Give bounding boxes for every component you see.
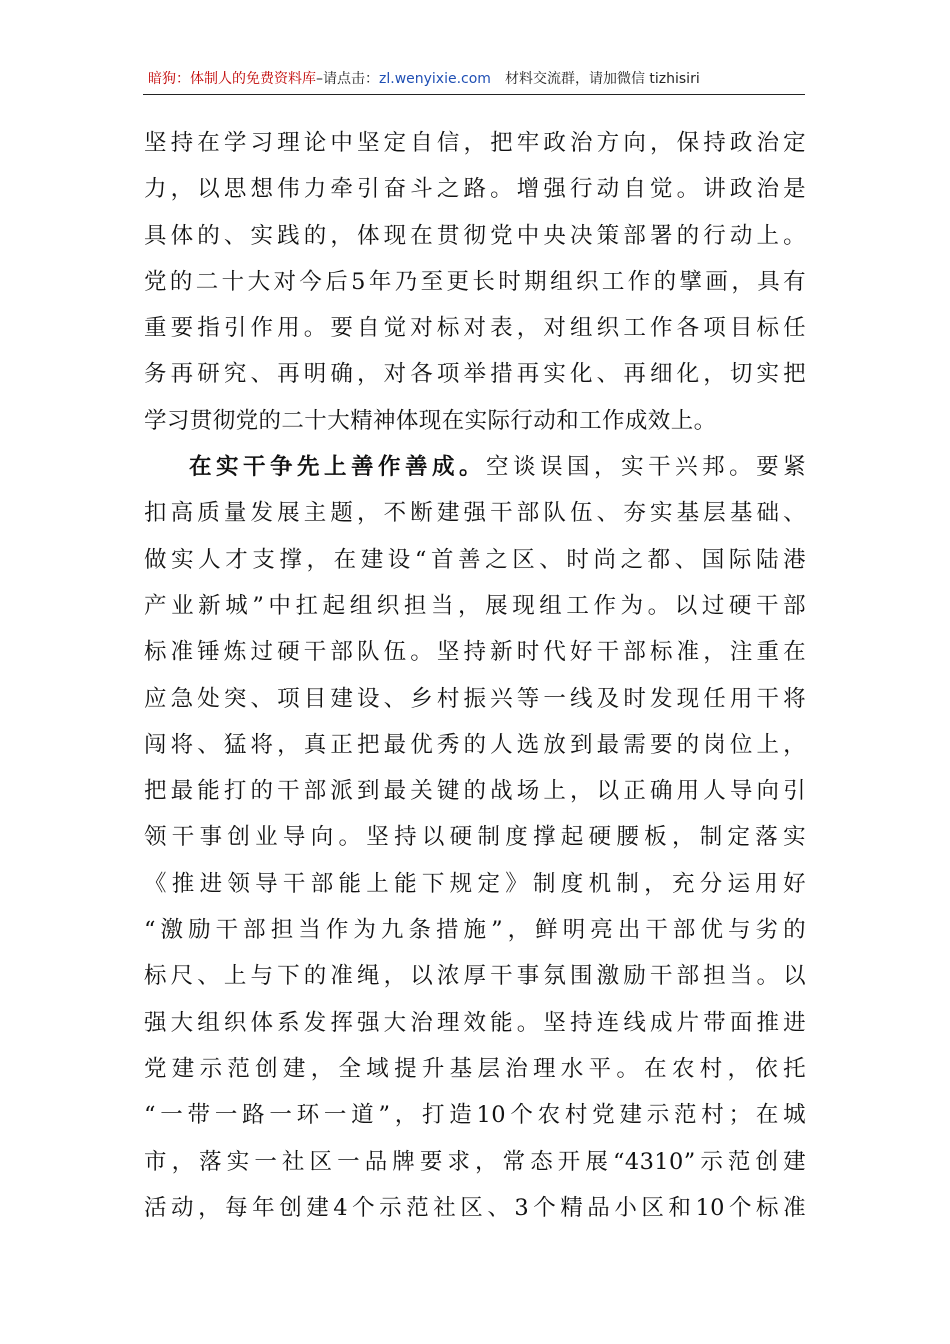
header-wechat-note: 材料交流群，请加微信 tizhisiri [504, 71, 700, 87]
paragraph-1-line: 具体的、实践的，体现在贯彻党中央决策部署的行动上。 [144, 222, 806, 249]
paragraph-1-line: 坚持在学习理论中坚定自信，把牢政治方向，保持政治定 [144, 130, 806, 156]
paragraph-2-line: 领干事创业导向。坚持以硬制度撑起硬腰板，制定落实 [144, 824, 806, 851]
paragraph-2-line: 标尺、上与下的准绳，以浓厚干事氛围激励干部担当。以 [144, 963, 806, 990]
paragraph-2-line: “一带一路一环一道”，打造10个农村党建示范村；在城 [144, 1102, 806, 1129]
paragraph-1-line: 务再研究、再明确，对各项举措再实化、再细化，切实把 [144, 361, 806, 388]
paragraph-2-line: 强大组织体系发挥强大治理效能。坚持连线成片带面推进 [144, 1009, 806, 1036]
paragraph-2-line: 产业新城”中扛起组织担当，展现组工作为。以过硬干部 [144, 592, 806, 619]
paragraph-2-line: 把最能打的干部派到最关键的战场上，以正确用人导向引 [144, 778, 806, 805]
paragraph-2-line: 闯将、猛将，真正把最优秀的人选放到最需要的岗位上， [144, 731, 806, 758]
paragraph-2-line: 党建示范创建，全域提升基层治理水平。在农村，依托 [144, 1055, 806, 1082]
paragraph-2-line: “激励干部担当作为九条措施”，鲜明亮出干部优与劣的 [144, 917, 806, 944]
paragraph-2-line: 标准锤炼过硬干部队伍。坚持新时代好干部标准，注重在 [144, 639, 806, 666]
paragraph-2-first-line [144, 444, 806, 490]
document-body [144, 120, 806, 1231]
paragraph-1-line: 力，以思想伟力牵引奋斗之路。增强行动自觉。讲政治是 [144, 176, 806, 203]
paragraph-2-line: 《推进领导干部能上能下规定》制度机制，充分运用好 [144, 870, 806, 897]
paragraph-1 [144, 120, 806, 444]
paragraph-2-line: 活动，每年创建4个示范社区、3个精品小区和10个标准 [144, 1194, 806, 1221]
paragraph-2-line: 做实人才支撑，在建设“首善之区、时尚之都、国际陆港 [144, 546, 806, 573]
header-prompt: –请点击： [316, 71, 379, 87]
paragraph-1-line: 党的二十大对今后5年乃至更长时期组织工作的擘画，具有 [144, 268, 806, 295]
paragraph-2-first-line-rest: 空谈误国，实干兴邦。要紧 [486, 454, 806, 481]
paragraph-2-lead-heading: 在实干争先上善作善成。 [189, 454, 487, 481]
paragraph-2-line: 应急处突、项目建设、乡村振兴等一线及时发现任用干将 [144, 685, 806, 712]
paragraph-2 [144, 444, 806, 1231]
paragraph-2-line: 扣高质量发展主题，不断建强干部队伍、夯实基层基础、 [144, 500, 806, 527]
page-header [143, 64, 805, 95]
paragraph-1-line: 重要指引作用。要自觉对标对表，对组织工作各项目标任 [144, 315, 806, 342]
header-link[interactable]: zl.wenyixie.com [379, 71, 491, 87]
paragraph-2-line: 市，落实一社区一品牌要求，常态开展“4310”示范创建 [144, 1148, 806, 1175]
paragraph-1-line: 学习贯彻党的二十大精神体现在实际行动和工作成效上。 [144, 407, 717, 434]
header-brand: 暗狗：体制人的免费资料库 [148, 71, 316, 87]
